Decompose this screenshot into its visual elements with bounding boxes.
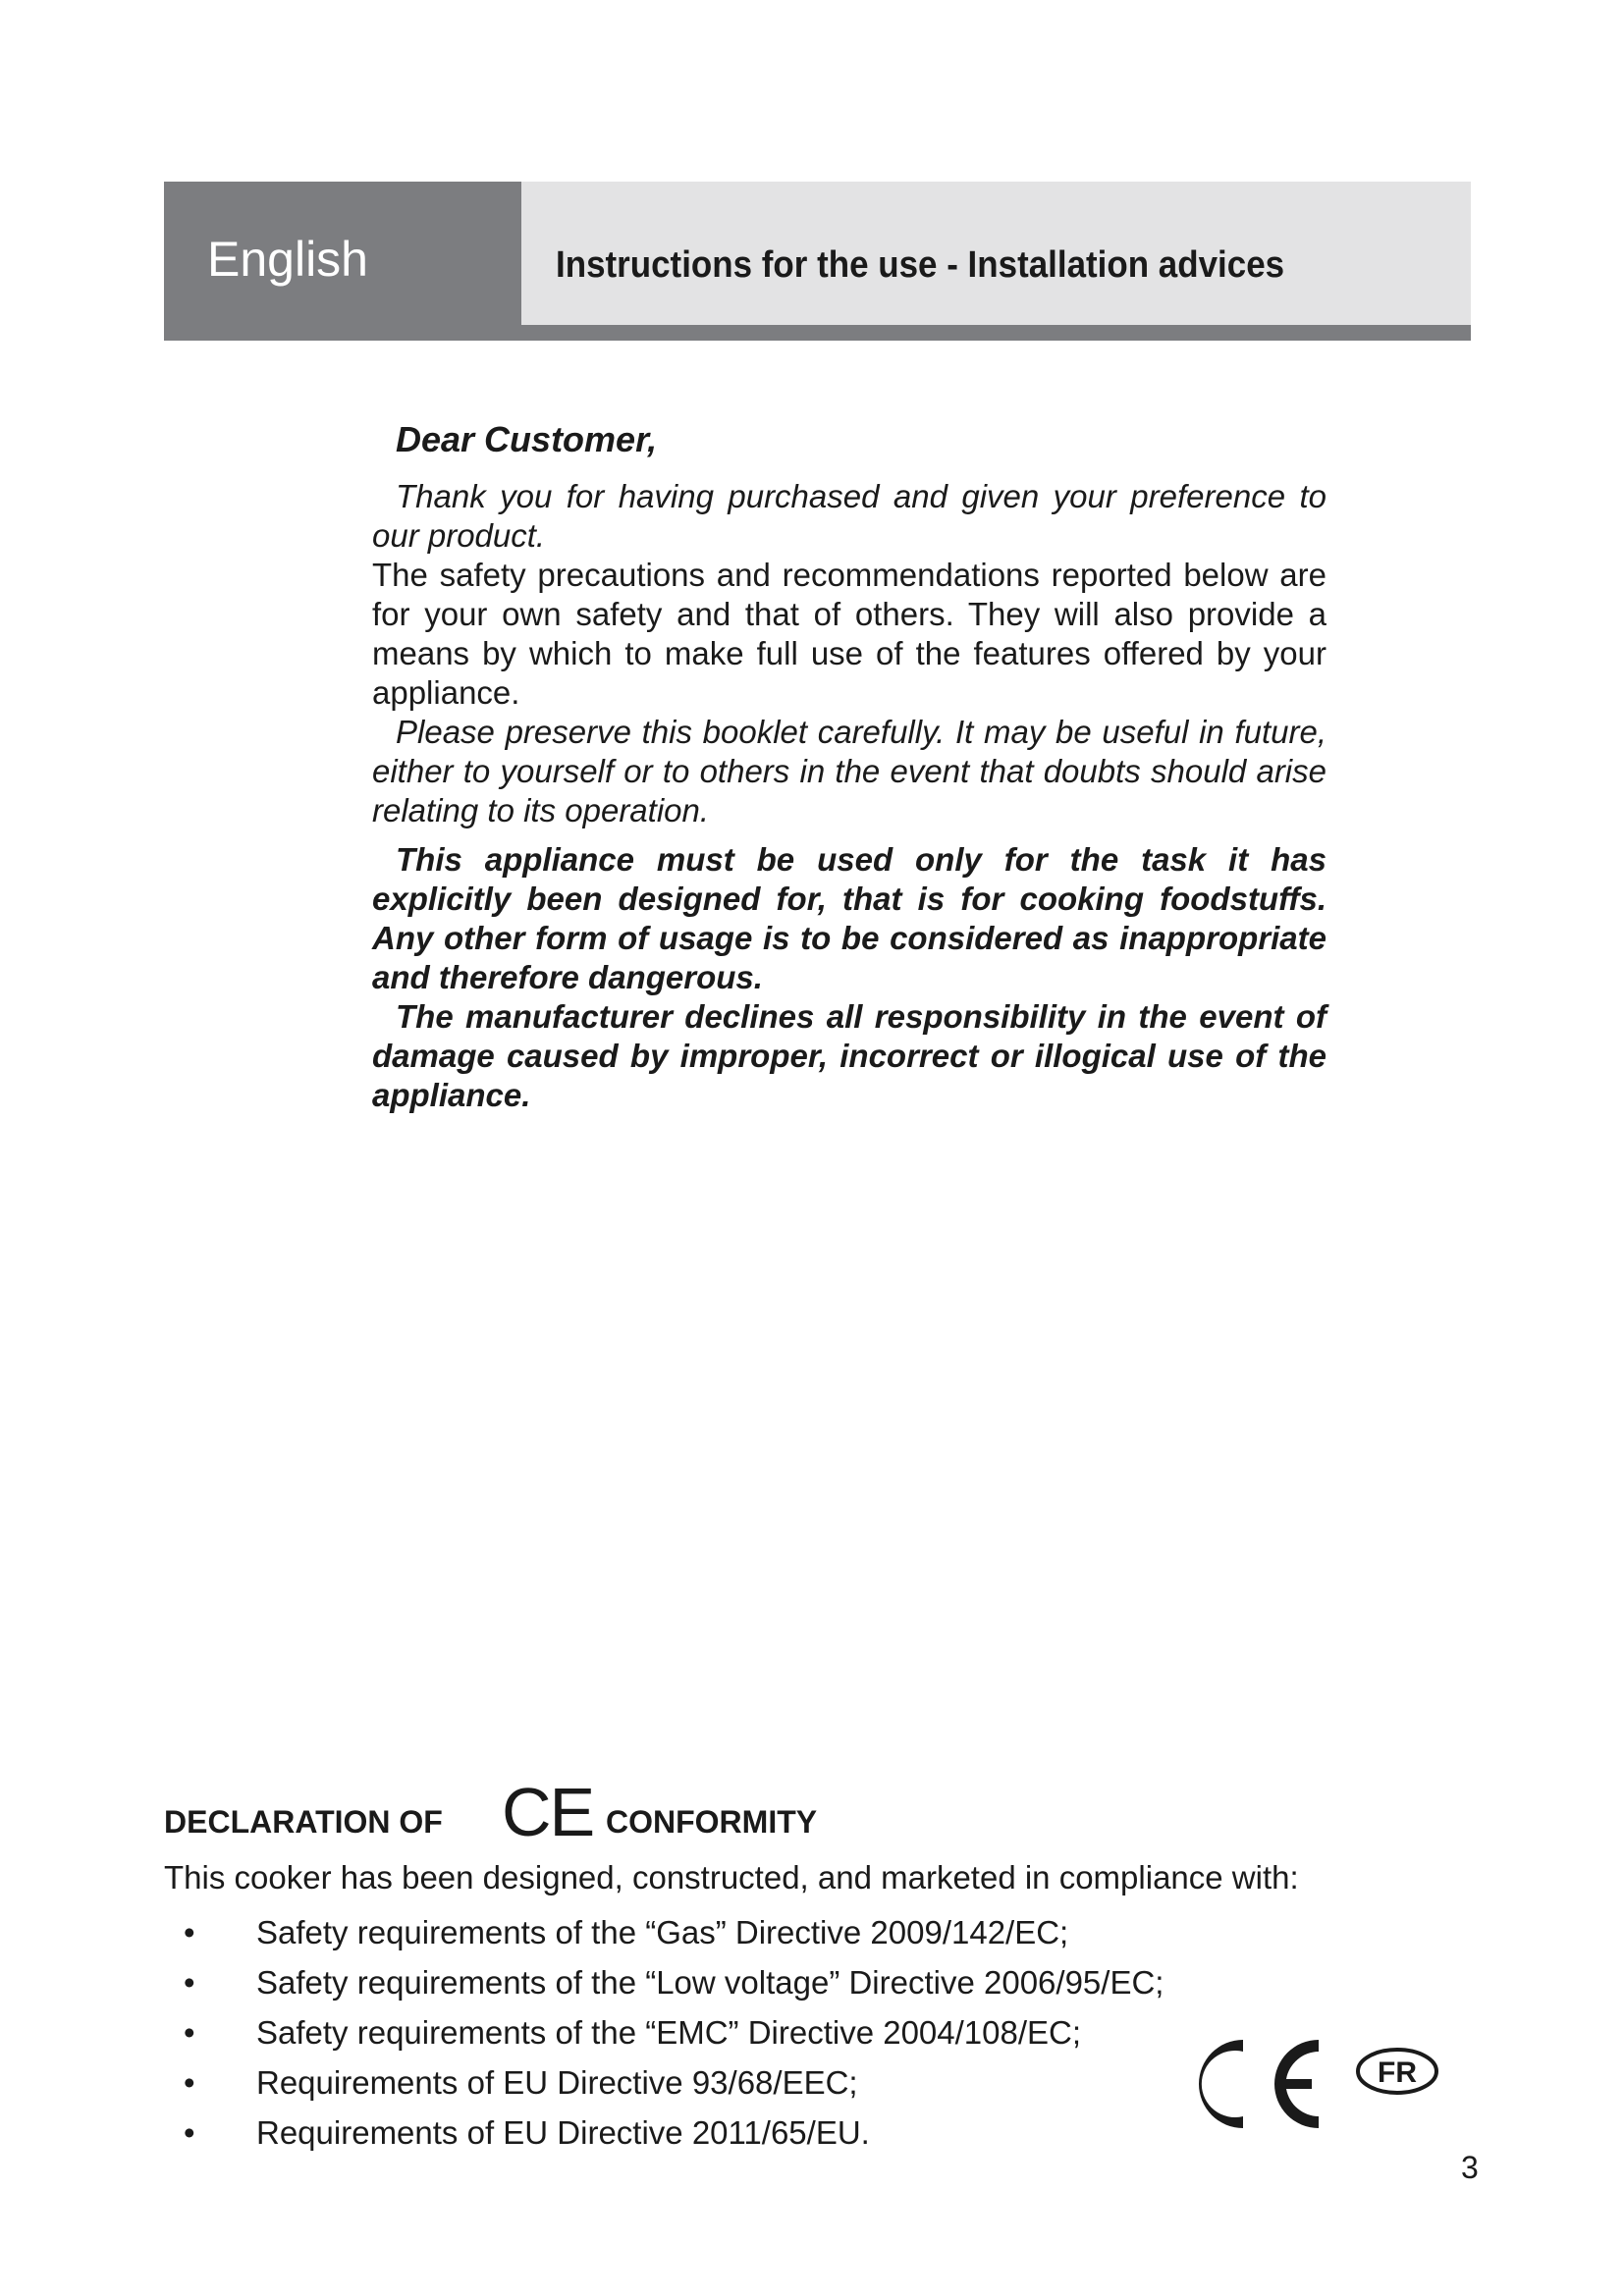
list-item: • Safety requirements of the “Gas” Directive 2009/142/EC; [164,1907,1164,1957]
preserve-paragraph: Please preserve this booklet carefully. It may be useful in future, either to yourself or to others in the event that doubts should arise relating to its operation. [372,714,1326,828]
list-item: • Requirements of EU Directive 93/68/EEC; [164,2057,1164,2108]
ce-country-code: FR [1378,2056,1417,2089]
language-label: English [207,232,368,287]
directive-list [164,1907,1164,2158]
list-item: • Safety requirements of the “EMC” Directive 2004/108/EC; [164,2007,1164,2057]
header-title-box [521,182,1471,325]
ce-mark-icon [1186,2030,1441,2138]
liability-notice: The manufacturer declines all responsibility in the event of damage caused by improper, incorrect or illogical use of the appliance. [372,998,1326,1113]
language-tab [164,182,521,341]
declaration-title-post: CONFORMITY [606,1804,818,1840]
list-item: • Requirements of EU Directive 2011/65/EU. [164,2108,1164,2158]
page-header [164,182,1471,341]
header-divider [521,325,1471,341]
greeting: Dear Customer, [396,419,658,459]
page-number: 3 [1461,2150,1479,2185]
declaration-title-pre: DECLARATION OF [164,1804,443,1840]
ce-title-mark: CE [502,1774,594,1850]
list-item: • Safety requirements of the “Low voltage” Directive 2006/95/EC; [164,1957,1164,2007]
header-title: Instructions for the use - Installation advices [556,244,1285,286]
intro-section [372,420,1326,1115]
safety-paragraph: The safety precautions and recommendations reported below are for your own safety and that of others. They will also provide a means by which to make full use of the features offered by your appliance. [372,557,1326,711]
declaration-intro: This cooker has been designed, constructed, and marketed in compliance with: [164,1859,1299,1896]
declaration-title [164,1767,1471,1850]
thanks-paragraph: Thank you for having purchased and given your preference to our product. [372,478,1326,554]
usage-warning: This appliance must be used only for the task it has explicitly been designed for, that is for cooking foodstuffs. Any other form of usage is to be considered as inappropriate and therefore dangerous. [372,841,1326,995]
